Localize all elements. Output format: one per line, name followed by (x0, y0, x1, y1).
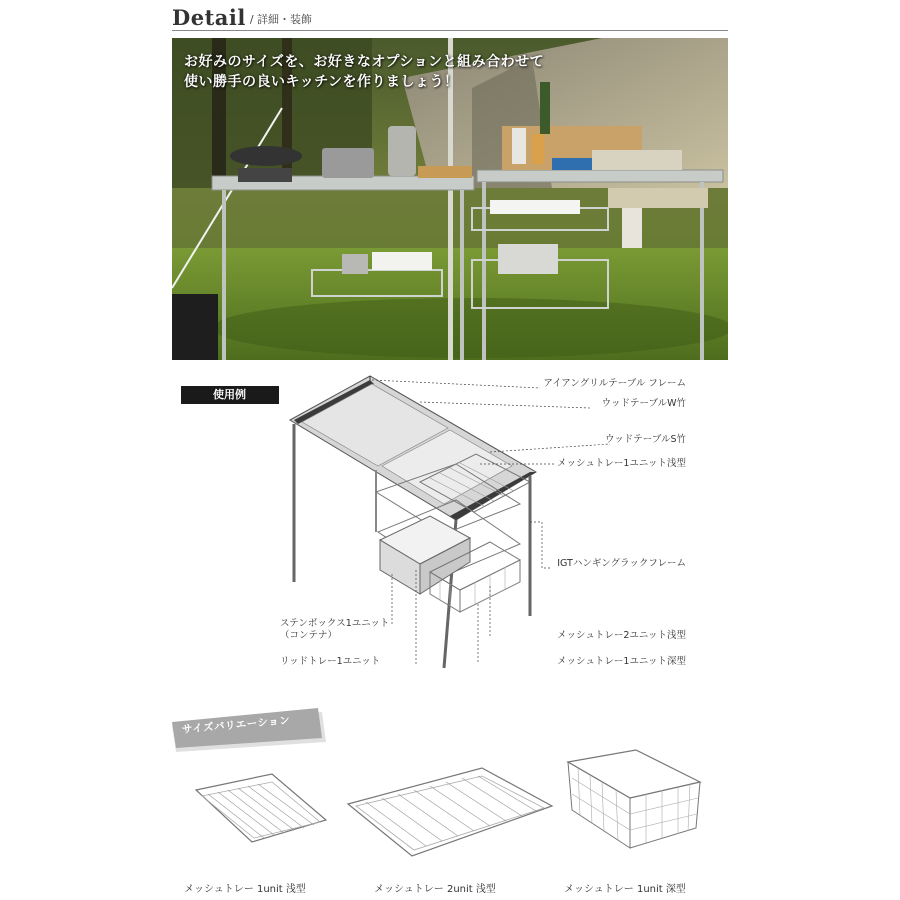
label-stainless-box (280, 618, 389, 642)
tray-caption-1: メッシュトレー 1unit 浅型 (184, 884, 306, 895)
assembly-diagram (280, 372, 730, 682)
section-subtitle: / 詳細・装飾 (249, 13, 313, 26)
tray-caption-2: メッシュトレー 2unit 浅型 (374, 884, 496, 895)
label-igt-hanging-rack: IGTハンギングラックフレーム (557, 558, 686, 569)
label-mesh-tray-1-shallow: メッシュトレー1ユニット浅型 (557, 458, 686, 469)
label-wood-table-w: ウッドテーブルW竹 (601, 398, 686, 409)
kitchen-photo (172, 38, 728, 360)
photo-caption-line-1: お好みのサイズを、お好きなオプションと組み合わせて (184, 54, 545, 70)
label-mesh-tray-1-deep: メッシュトレー1ユニット深型 (557, 656, 686, 667)
usage-example-label: 使用例 (181, 386, 279, 404)
label-stainless-box-line-2: （コンテナ） (280, 630, 338, 641)
label-stainless-box-line-1: ステンボックス1ユニット (280, 618, 390, 629)
label-wood-table-s: ウッドテーブルS竹 (605, 434, 686, 445)
label-frame: アイアングリルテーブル フレーム (543, 378, 686, 389)
size-variation-label: サイズバリエーション (181, 714, 291, 736)
section-title: Detail (172, 5, 246, 30)
header-divider (172, 30, 728, 31)
size-variation-banner (172, 708, 326, 752)
tray-2unit-shallow (346, 766, 554, 864)
tray-caption-3: メッシュトレー 1unit 深型 (564, 884, 686, 895)
section-header (172, 4, 312, 30)
label-mesh-tray-2-shallow: メッシュトレー2ユニット浅型 (557, 630, 686, 641)
photo-caption (184, 52, 544, 92)
label-lid-tray: リッドトレー1ユニット (280, 656, 381, 667)
tray-1unit-deep (566, 748, 702, 854)
tray-1unit-shallow (194, 772, 330, 852)
photo-caption-line-2: 使い勝手の良いキッチンを作りましょう！ (184, 74, 459, 90)
